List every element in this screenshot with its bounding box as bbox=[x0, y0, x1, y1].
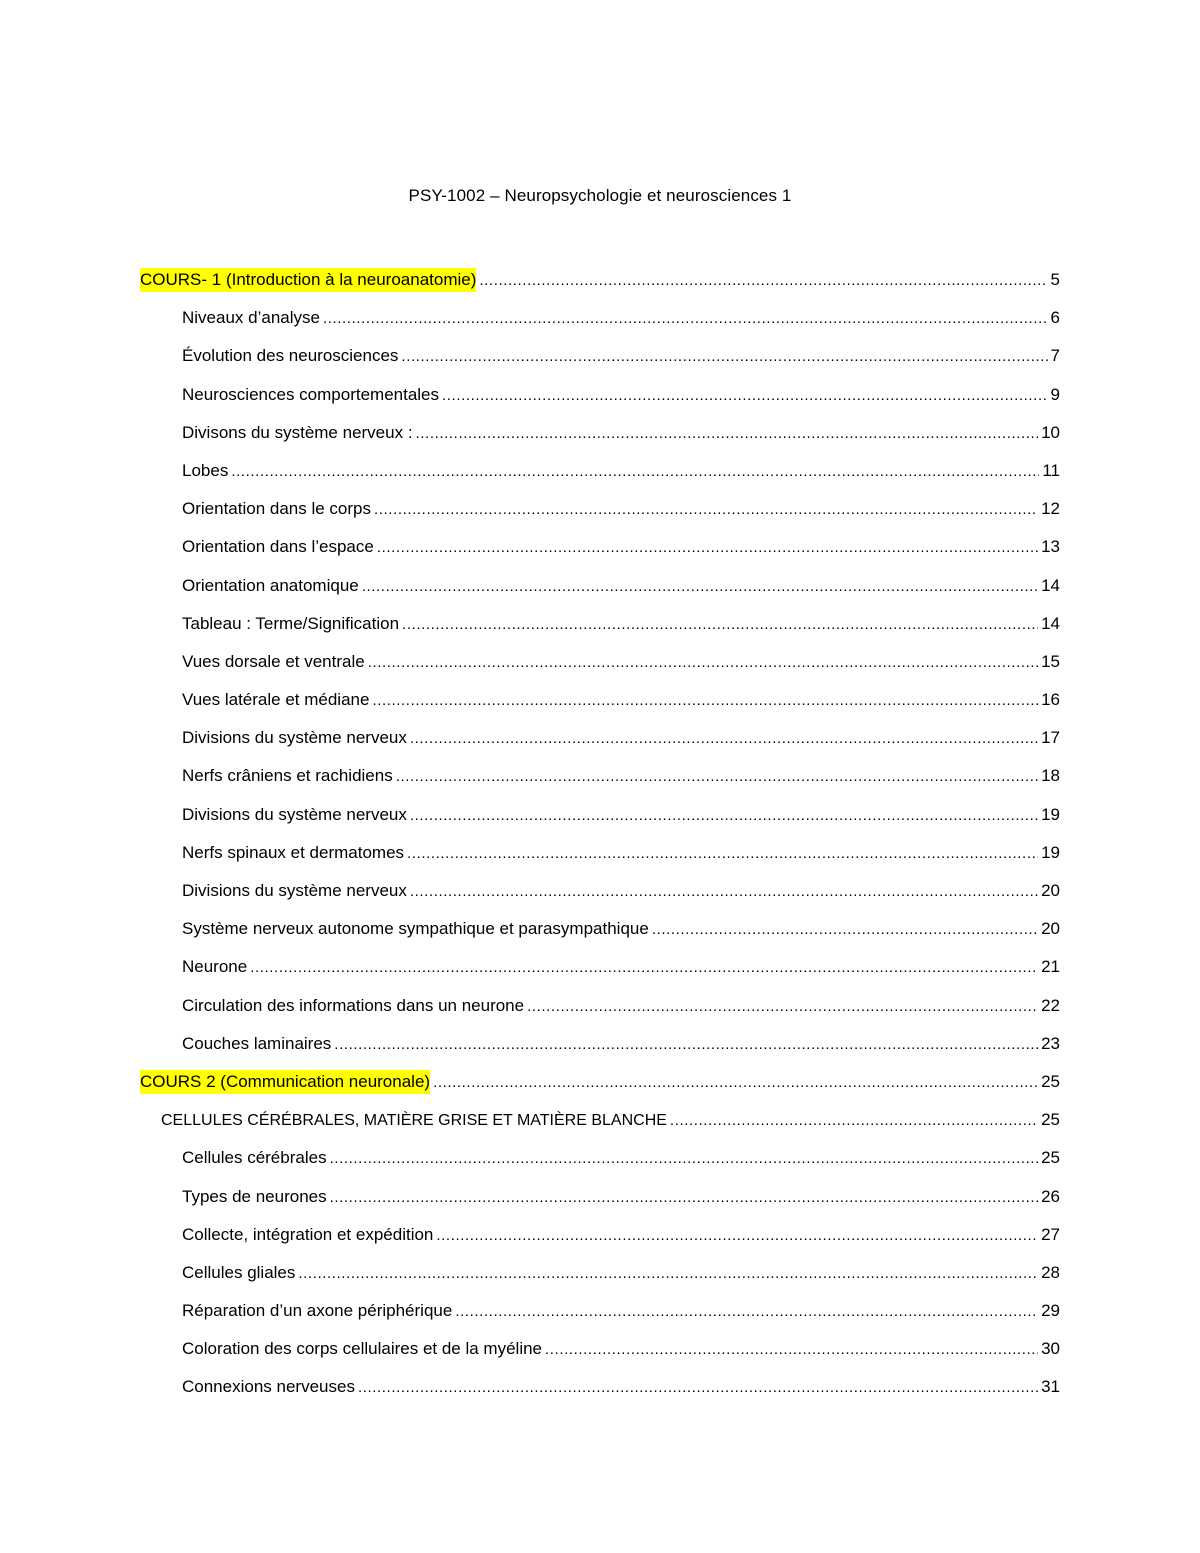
toc-dot-leader bbox=[410, 804, 1038, 828]
toc-dot-leader bbox=[362, 575, 1038, 599]
toc-entry-text: COURS- 1 (Introduction à la neuroanatomie) bbox=[140, 268, 476, 292]
toc-entry[interactable] bbox=[140, 1032, 1060, 1070]
toc-entry[interactable] bbox=[140, 574, 1060, 612]
toc-entry[interactable] bbox=[140, 1108, 1060, 1146]
toc-entry[interactable] bbox=[140, 726, 1060, 764]
toc-entry[interactable] bbox=[140, 421, 1060, 459]
toc-entry-text: Orientation dans le corps bbox=[182, 499, 371, 519]
table-of-contents bbox=[140, 268, 1060, 1414]
toc-page-number: 10 bbox=[1041, 422, 1060, 442]
toc-entry[interactable] bbox=[140, 344, 1060, 382]
toc-page-number: 19 bbox=[1041, 804, 1060, 824]
toc-entry-text: Neurosciences comportementales bbox=[182, 384, 440, 404]
toc-page-number: 19 bbox=[1041, 842, 1060, 862]
toc-entry-text: Tableau : Terme/Signification bbox=[182, 613, 400, 633]
toc-entry-text: CELLULES CÉRÉBRALES, MATIÈRE GRISE ET MATIÈRE BLANCHE bbox=[161, 1112, 667, 1130]
toc-page-number: 26 bbox=[1041, 1186, 1060, 1206]
toc-entry-text: Orientation anatomique bbox=[182, 575, 359, 595]
toc-entry[interactable] bbox=[140, 612, 1060, 650]
toc-dot-leader bbox=[545, 1338, 1038, 1362]
toc-dot-leader bbox=[436, 1224, 1038, 1248]
toc-entry-text: Types de neurones bbox=[182, 1186, 327, 1206]
toc-entry-text: Orientation dans l’espace bbox=[182, 537, 374, 557]
toc-entry[interactable] bbox=[140, 1375, 1060, 1413]
toc-dot-leader bbox=[410, 880, 1038, 904]
toc-entry-text: Neurone bbox=[182, 957, 248, 977]
toc-entry-text: Divisons du système nerveux : bbox=[182, 422, 413, 442]
toc-page-number: 13 bbox=[1041, 537, 1060, 557]
toc-page-number: 14 bbox=[1041, 575, 1060, 595]
toc-page-number: 14 bbox=[1041, 613, 1060, 633]
toc-entry[interactable] bbox=[140, 841, 1060, 879]
toc-entry-text: Nerfs spinaux et dermatomes bbox=[182, 842, 405, 862]
toc-entry-text: Coloration des corps cellulaires et de la myéline bbox=[182, 1339, 543, 1359]
toc-entry[interactable] bbox=[140, 535, 1060, 573]
toc-page-number: 15 bbox=[1041, 651, 1060, 671]
toc-entry[interactable] bbox=[140, 803, 1060, 841]
toc-entry[interactable] bbox=[140, 383, 1060, 421]
toc-dot-leader bbox=[250, 956, 1038, 980]
toc-entry[interactable] bbox=[140, 879, 1060, 917]
toc-dot-leader bbox=[368, 651, 1038, 675]
toc-page-number: 23 bbox=[1041, 1033, 1060, 1053]
toc-entry-text: Cellules cérébrales bbox=[182, 1148, 327, 1168]
toc-page-number: 25 bbox=[1041, 1148, 1060, 1168]
toc-entry[interactable] bbox=[140, 955, 1060, 993]
toc-entry[interactable] bbox=[140, 1299, 1060, 1337]
toc-page-number: 31 bbox=[1041, 1377, 1060, 1397]
toc-dot-leader bbox=[334, 1033, 1038, 1057]
toc-entry[interactable] bbox=[140, 459, 1060, 497]
toc-dot-leader bbox=[372, 689, 1038, 713]
toc-entry[interactable] bbox=[140, 994, 1060, 1032]
toc-page-number: 28 bbox=[1041, 1262, 1060, 1282]
toc-page-number: 6 bbox=[1050, 308, 1060, 328]
toc-page-number: 9 bbox=[1050, 384, 1060, 404]
toc-entry-text: Divisions du système nerveux bbox=[182, 804, 407, 824]
toc-entry[interactable] bbox=[140, 1185, 1060, 1223]
toc-entry[interactable] bbox=[140, 688, 1060, 726]
toc-page-number: 7 bbox=[1050, 346, 1060, 366]
toc-entry-text: Divisions du système nerveux bbox=[182, 881, 407, 900]
toc-entry[interactable] bbox=[140, 650, 1060, 688]
toc-page-number: 18 bbox=[1041, 766, 1060, 786]
toc-dot-leader bbox=[231, 460, 1039, 484]
toc-page-number: 29 bbox=[1041, 1301, 1060, 1321]
toc-dot-leader bbox=[377, 536, 1038, 560]
toc-page-number: 25 bbox=[1041, 1110, 1060, 1130]
toc-dot-leader bbox=[407, 842, 1038, 866]
toc-entry-text: Système nerveux autonome sympathique et parasympathique bbox=[182, 919, 649, 939]
toc-entry[interactable] bbox=[140, 1223, 1060, 1261]
toc-dot-leader bbox=[652, 918, 1038, 942]
toc-dot-leader bbox=[330, 1186, 1038, 1210]
toc-entry-text: Connexions nerveuses bbox=[182, 1377, 355, 1397]
toc-page-number: 16 bbox=[1041, 690, 1060, 710]
toc-page-number: 20 bbox=[1041, 919, 1060, 939]
toc-entry[interactable] bbox=[140, 268, 1060, 306]
toc-entry[interactable] bbox=[140, 306, 1060, 344]
toc-entry-text: Nerfs crâniens et rachidiens bbox=[182, 766, 393, 786]
toc-dot-leader bbox=[479, 269, 1047, 293]
toc-entry-text: Couches laminaires bbox=[182, 1033, 332, 1053]
toc-page-number: 30 bbox=[1041, 1339, 1060, 1359]
toc-dot-leader bbox=[416, 422, 1039, 446]
toc-page-number: 25 bbox=[1041, 1071, 1060, 1091]
toc-dot-leader bbox=[401, 345, 1047, 369]
toc-entry-text: Évolution des neurosciences bbox=[182, 346, 399, 366]
toc-entry[interactable] bbox=[140, 1070, 1060, 1108]
toc-page-number: 21 bbox=[1041, 957, 1060, 977]
toc-page-number: 17 bbox=[1041, 728, 1060, 748]
toc-dot-leader bbox=[358, 1376, 1038, 1400]
toc-entry-text: Réparation d’un axone périphérique bbox=[182, 1301, 453, 1321]
toc-page-number: 20 bbox=[1041, 881, 1060, 900]
toc-entry-text: Vues dorsale et ventrale bbox=[182, 651, 365, 671]
toc-dot-leader bbox=[433, 1071, 1038, 1095]
toc-entry-text: Lobes bbox=[182, 460, 229, 480]
toc-dot-leader bbox=[527, 995, 1038, 1019]
toc-entry[interactable] bbox=[140, 1261, 1060, 1299]
toc-dot-leader bbox=[670, 1109, 1038, 1133]
toc-entry-text: Cellules gliales bbox=[182, 1262, 296, 1282]
toc-dot-leader bbox=[374, 498, 1038, 522]
toc-page-number: 11 bbox=[1042, 460, 1060, 480]
page-title: PSY-1002 – Neuropsychologie et neurosciences 1 bbox=[408, 186, 792, 205]
toc-dot-leader bbox=[396, 765, 1038, 789]
toc-page-number: 27 bbox=[1041, 1224, 1060, 1244]
toc-entry[interactable] bbox=[140, 764, 1060, 802]
toc-entry-text: Circulation des informations dans un neurone bbox=[182, 995, 525, 1015]
toc-dot-leader bbox=[298, 1262, 1038, 1286]
toc-entry-text: Collecte, intégration et expédition bbox=[182, 1224, 434, 1244]
toc-entry[interactable] bbox=[140, 1146, 1060, 1184]
toc-entry[interactable] bbox=[140, 497, 1060, 535]
toc-dot-leader bbox=[330, 1147, 1039, 1171]
toc-dot-leader bbox=[442, 384, 1048, 408]
toc-entry-text: Niveaux d’analyse bbox=[182, 308, 320, 328]
toc-dot-leader bbox=[410, 727, 1038, 751]
toc-page-number: 22 bbox=[1041, 995, 1060, 1015]
toc-page-number: 12 bbox=[1041, 499, 1060, 519]
toc-page-number: 5 bbox=[1050, 270, 1060, 289]
toc-entry[interactable] bbox=[140, 1337, 1060, 1375]
toc-dot-leader bbox=[455, 1300, 1038, 1324]
toc-entry[interactable] bbox=[140, 917, 1060, 955]
toc-dot-leader bbox=[402, 613, 1038, 637]
toc-entry-text: COURS 2 (Communication neuronale) bbox=[140, 1070, 430, 1094]
toc-dot-leader bbox=[323, 307, 1048, 331]
toc-entry-text: Vues latérale et médiane bbox=[182, 690, 370, 710]
toc-entry-text: Divisions du système nerveux bbox=[182, 728, 407, 748]
